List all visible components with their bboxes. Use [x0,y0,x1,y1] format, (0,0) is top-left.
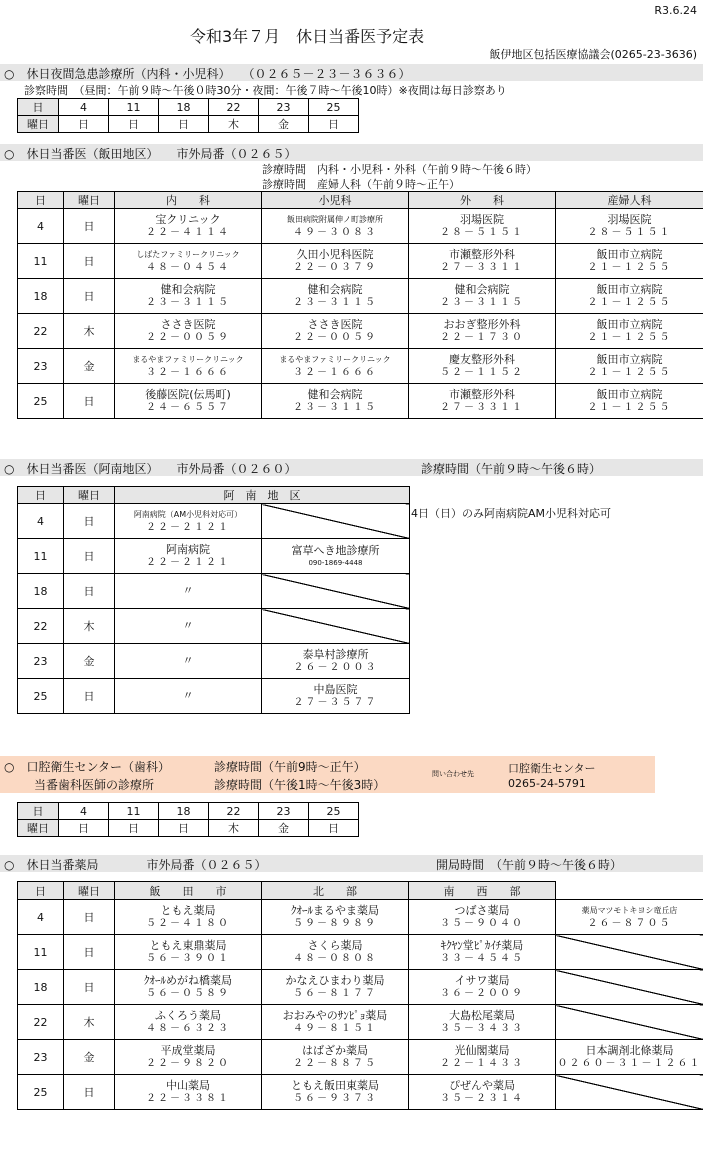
facility-phone: ４８－０４５４ [146,262,230,273]
facility-name: ともえ東鼎薬局 [149,939,227,952]
facility-phone: ５６－９３７３ [293,1093,377,1104]
facility-name: ふくろう薬局 [155,1009,221,1022]
night-day-row [18,99,359,116]
day-cell: 11 [18,935,64,970]
facility-cell [556,244,703,279]
iida-hours-1: 診療時間 内科・小児科・外科（午前９時～午後６時） [262,163,537,176]
empty-cell [262,574,410,609]
facility-name: 市瀬整形外科 [449,388,515,401]
dental-weekday-row [18,820,359,837]
facility-phone: ２２－４１１４ [146,227,230,238]
pharmacy-heading: ○ 休日当番薬局 市外局番（０２６５） [4,858,267,872]
facility-cell [115,679,262,714]
facility-cell [409,314,556,349]
facility-phone: ４８－６３２３ [146,1023,230,1034]
empty-cell [556,935,703,970]
facility-phone: ２２－２１２１ [146,522,230,533]
weekday-cell: 金 [259,820,309,837]
facility-cell [409,279,556,314]
night-table [17,98,359,133]
facility-cell [409,1005,556,1040]
table-row [18,504,410,539]
facility-cell [115,209,262,244]
day-cell: 18 [18,279,64,314]
weekday-cell: 木 [64,609,115,644]
facility-name: 羽場医院 [460,213,504,226]
day-cell: 11 [18,244,64,279]
facility-cell [262,1075,409,1110]
weekday-cell: 金 [64,349,115,384]
column-header: 曜日 [64,192,115,209]
facility-cell [556,279,703,314]
weekday-cell: 日 [109,116,159,133]
facility-name: 〃 [182,584,194,597]
table-row [18,384,703,419]
table-row [18,644,410,679]
facility-name: 飯田市立病院 [596,248,663,261]
facility-cell [115,935,262,970]
weekday-cell: 日 [64,504,115,539]
anan-heading: ○ 休日当番医（阿南地区） 市外局番（０２６０） [4,462,297,476]
facility-name: まるやまファミリークリニック [132,355,244,364]
facility-phone: ５２－４１８０ [146,918,230,929]
facility-cell [115,539,262,574]
facility-name: 平成堂薬局 [160,1044,216,1057]
weekday-header: 曜日 [18,820,59,837]
table-row [18,349,703,384]
weekday-cell: 金 [64,644,115,679]
pharmacy-header-row [18,882,703,900]
facility-name: 慶友整形外科 [449,353,515,366]
facility-name: 光仙閣薬局 [454,1044,510,1057]
facility-name: おおみやのｻﾝﾋﾟｮ薬局 [282,1009,388,1022]
empty-cell [556,970,703,1005]
facility-name: 飯田病院附属伸ノ町診療所 [287,215,383,224]
weekday-cell: 日 [64,209,115,244]
night-weekday-row [18,116,359,133]
dental-table [17,802,359,837]
table-row [18,539,410,574]
date-code: R3.6.24 [654,4,697,17]
facility-name: ささき医院 [307,318,363,331]
facility-phone: ２２－８８７５ [293,1058,377,1069]
day-cell: 22 [18,609,64,644]
night-hours: 診察時間 （昼間：午前９時～午後０時30分・夜間：午後７時～午後10時）※夜間は毎日診察あり [24,84,507,97]
facility-cell [409,935,556,970]
facility-phone: ２２－００５９ [146,332,230,343]
column-header: 南 西 部 [409,882,556,900]
facility-name: はばざか薬局 [302,1044,368,1057]
day-cell: 11 [18,539,64,574]
facility-cell [262,384,409,419]
facility-phone: ３５－３４３３ [440,1023,524,1034]
facility-name: さくら薬局 [307,939,363,952]
weekday-cell: 日 [64,384,115,419]
facility-phone: ２８－５１５１ [440,227,524,238]
facility-phone: ２７－３５７７ [293,697,378,708]
table-row [18,609,410,644]
table-row [18,970,703,1005]
facility-phone: ２１－１２５５ [587,262,672,273]
table-row [18,279,703,314]
day-cell: 22 [209,99,259,116]
facility-cell [409,900,556,935]
facility-name: ともえ薬局 [160,904,216,917]
anan-table [17,486,410,714]
facility-phone: ２２－０３７９ [293,262,377,273]
column-header: 飯 田 市 [115,882,262,900]
facility-cell [556,349,703,384]
column-header: 内 科 [115,192,262,209]
day-cell: 25 [18,384,64,419]
day-cell: 18 [159,803,209,820]
dental-day-row [18,803,359,820]
facility-phone: ５２－１１５２ [440,367,524,378]
facility-phone: ２６－８７０５ [587,918,672,929]
facility-cell [556,1040,703,1075]
weekday-cell: 日 [64,279,115,314]
iida-hours-2: 診療時間 産婦人科（午前９時～正午） [262,178,460,191]
facility-phone: ４９－８１５１ [293,1023,377,1034]
weekday-cell: 日 [309,116,359,133]
facility-name: 〃 [182,619,194,632]
table-row [18,679,410,714]
day-cell: 23 [259,803,309,820]
pharmacy-table [17,881,703,1110]
day-cell: 4 [18,504,64,539]
facility-name: ぴぜんや薬局 [449,1079,515,1092]
facility-cell [556,900,703,935]
facility-phone: ２７－３３１１ [440,262,524,273]
facility-cell [556,384,703,419]
weekday-cell: 日 [159,820,209,837]
facility-name: 富草へき地診療所 [291,544,380,557]
facility-cell [115,279,262,314]
facility-name: 阿南病院（AM小児科対応可） [133,510,243,519]
facility-name: ささき医院 [160,318,216,331]
facility-cell [409,384,556,419]
dental-line1-a: ○ 口腔衛生センター（歯科） [4,760,170,774]
facility-name: イサワ薬局 [454,974,510,987]
facility-name: 薬局マツモトキヨシ竜丘店 [581,906,678,915]
facility-name: おおぎ整形外科 [443,318,521,331]
weekday-cell: 日 [159,116,209,133]
facility-phone: ２３－３１１５ [293,297,377,308]
facility-cell [262,970,409,1005]
iida-table [17,191,703,419]
day-cell: 18 [159,99,209,116]
weekday-cell: 日 [64,935,115,970]
dental-line1-b: 診療時間（午前9時～正午） [214,760,366,774]
day-cell: 23 [259,99,309,116]
weekday-cell: 日 [309,820,359,837]
facility-cell [262,900,409,935]
facility-cell [262,679,410,714]
weekday-cell: 日 [64,574,115,609]
column-header: 北 部 [262,882,409,900]
column-header: 曜日 [64,487,115,504]
anan-header-row [18,487,410,504]
facility-phone: ２２－１７３０ [440,332,524,343]
facility-name: 飯田市立病院 [596,388,663,401]
facility-cell [262,1005,409,1040]
facility-cell [409,1075,556,1110]
facility-name: 阿南病院 [166,543,210,556]
facility-cell [115,1005,262,1040]
column-header: 外 科 [409,192,556,209]
facility-cell [115,609,262,644]
facility-phone: ２１－１２５５ [587,332,672,343]
facility-cell [115,574,262,609]
weekday-cell: 日 [64,1075,115,1110]
empty-cell [556,1005,703,1040]
facility-phone: ５６－８１７７ [293,988,377,999]
facility-name: 市瀬整形外科 [449,248,515,261]
facility-phone: ２４－６５５７ [146,402,230,413]
table-row [18,314,703,349]
facility-phone: ３６－２００９ [440,988,524,999]
facility-phone: ２３－３１１５ [293,402,377,413]
iida-header-row [18,192,703,209]
facility-phone: ２１－１２５５ [587,367,672,378]
facility-name: まるやまファミリークリニック [279,355,391,364]
weekday-header: 曜日 [18,116,59,133]
day-cell: 22 [18,1005,64,1040]
day-cell: 22 [18,314,64,349]
day-cell: 4 [18,209,64,244]
facility-name: かなえひまわり薬局 [285,974,385,987]
anan-hours: 診療時間（午前９時～午後６時） [421,462,602,476]
facility-phone: ２３－３１１５ [440,297,524,308]
table-row [18,574,410,609]
facility-phone: ２６－２００３ [293,662,378,673]
day-cell: 22 [209,803,259,820]
column-header: 阿 南 地 区 [115,487,410,504]
facility-name: 飯田市立病院 [596,353,663,366]
organization: 飯伊地区包括医療協議会(0265-23-3636) [489,48,697,61]
facility-phone: ５６－３９０１ [146,953,230,964]
empty-cell [262,504,410,539]
facility-phone: ２１－１２５５ [587,402,672,413]
weekday-cell: 日 [59,116,109,133]
facility-phone: ２２－９８２０ [146,1058,230,1069]
facility-phone: 090-1869-4448 [308,559,363,567]
page-title: 令和3年７月 休日当番医予定表 [190,27,425,46]
facility-phone: ５６－０５８９ [146,988,230,999]
facility-phone: ０２６０－３１－１２６１ [557,1058,702,1069]
day-cell: 23 [18,349,64,384]
facility-name: 健和会病院 [307,388,363,401]
table-row [18,1075,703,1110]
weekday-cell: 日 [64,900,115,935]
facility-phone: ２１－１２５５ [587,297,672,308]
facility-cell [115,1075,262,1110]
weekday-cell: 木 [209,116,259,133]
day-cell: 4 [18,900,64,935]
day-cell: 23 [18,1040,64,1075]
day-cell: 18 [18,970,64,1005]
day-cell: 25 [309,803,359,820]
facility-phone: ４８－０８０８ [293,953,377,964]
facility-cell [262,314,409,349]
facility-cell [262,279,409,314]
facility-cell [409,244,556,279]
facility-name: 宝クリニック [155,213,221,226]
dental-line2-a: 当番歯科医師の診療所 [34,778,155,792]
column-header: 産婦人科 [556,192,703,209]
facility-phone: ３２－１６６６ [293,367,377,378]
anan-note: 4日（日）のみ阿南病院AM小児科対応可 [411,507,612,520]
facility-phone: ２８－５１５１ [587,227,672,238]
table-row [18,244,703,279]
facility-name: 泰阜村診療所 [302,648,369,661]
day-header: 日 [18,803,59,820]
day-cell: 4 [59,99,109,116]
facility-cell [556,209,703,244]
iida-heading: ○ 休日当番医（飯田地区） 市外局番（０２６５） [4,147,297,161]
column-header: 小児科 [262,192,409,209]
dental-contact-label: 問い合わせ先 [432,770,474,778]
column-header: 日 [18,487,64,504]
weekday-cell: 木 [64,314,115,349]
day-cell: 25 [18,679,64,714]
facility-cell [409,1040,556,1075]
column-header: 日 [18,882,64,900]
facility-name: 中島医院 [313,683,358,696]
facility-phone: ３５－２３１４ [440,1093,524,1104]
facility-cell [115,970,262,1005]
table-row [18,209,703,244]
facility-cell [115,314,262,349]
facility-cell [115,644,262,679]
facility-phone: ２７－３３１１ [440,402,524,413]
facility-name: 久田小児科医院 [296,248,374,261]
facility-cell [262,349,409,384]
table-row [18,935,703,970]
facility-name: 中山薬局 [166,1079,210,1092]
facility-cell [409,349,556,384]
facility-phone: ２２－３３８１ [146,1093,230,1104]
facility-phone: ５９－８９８９ [293,918,377,929]
night-heading: ○ 休日夜間急患診療所（内科・小児科） （０２６５－２３－３６３６） [4,67,411,81]
facility-cell [115,504,262,539]
day-cell: 23 [18,644,64,679]
facility-name: 健和会病院 [454,283,510,296]
facility-phone: ２２－１４３３ [440,1058,524,1069]
facility-name: 健和会病院 [160,283,216,296]
facility-cell [409,970,556,1005]
facility-cell [115,244,262,279]
day-cell: 18 [18,574,64,609]
facility-cell [115,349,262,384]
weekday-cell: 日 [64,244,115,279]
facility-phone: ３５－９０４０ [440,918,524,929]
facility-cell [262,935,409,970]
dental-line2-b: 診療時間（午後1時～午後3時） [214,778,386,792]
column-header: 日 [18,192,64,209]
facility-name: しばたファミリークリニック [136,250,240,259]
weekday-cell: 金 [259,116,309,133]
facility-name: ともえ飯田東薬局 [291,1079,379,1092]
facility-cell [409,209,556,244]
facility-cell [115,1040,262,1075]
empty-cell [556,1075,703,1110]
day-cell: 4 [59,803,109,820]
weekday-cell: 日 [64,679,115,714]
table-row [18,1005,703,1040]
day-cell: 25 [18,1075,64,1110]
facility-cell [262,1040,409,1075]
facility-cell [262,244,409,279]
weekday-cell: 金 [64,1040,115,1075]
weekday-cell: 木 [209,820,259,837]
facility-phone: ４９－３０８３ [293,227,377,238]
facility-name: 飯田市立病院 [596,283,663,296]
dental-contact-name: 口腔衛生センター [508,762,596,775]
facility-name: 〃 [182,689,194,702]
column-header: 曜日 [64,882,115,900]
table-row [18,900,703,935]
weekday-cell: 木 [64,1005,115,1040]
facility-name: つばさ薬局 [454,904,510,917]
facility-name: 羽場医院 [607,213,652,226]
day-cell: 11 [109,803,159,820]
facility-name: ｷｸﾔﾝ堂ﾋﾟｶｲﾁ薬局 [440,939,524,952]
facility-name: 日本調剤北條薬局 [585,1044,674,1057]
facility-name: ｸｵｰﾙめがね橋薬局 [144,974,232,987]
facility-name: 健和会病院 [307,283,363,296]
facility-cell [262,209,409,244]
facility-cell [115,900,262,935]
facility-phone: ２２－００５９ [293,332,377,343]
table-row [18,1040,703,1075]
day-header: 日 [18,99,59,116]
facility-name: 大島松尾薬局 [449,1009,515,1022]
weekday-cell: 日 [59,820,109,837]
facility-phone: ２３－３１１５ [146,297,230,308]
facility-name: 飯田市立病院 [596,318,663,331]
weekday-cell: 日 [64,539,115,574]
facility-cell [115,384,262,419]
facility-phone: ３２－１６６６ [146,367,230,378]
day-cell: 11 [109,99,159,116]
facility-name: 後藤医院(伝馬町) [145,388,231,401]
weekday-cell: 日 [64,970,115,1005]
facility-phone: ３３－４５４５ [440,953,524,964]
pharmacy-hours: 開局時間 （午前９時～午後６時） [436,858,623,872]
facility-phone: ２２－２１２１ [146,557,230,568]
dental-contact-phone: 0265-24-5791 [508,777,586,790]
facility-name: 〃 [182,654,194,667]
facility-cell [262,539,410,574]
facility-name: ｸｵｰﾙまるやま薬局 [291,904,379,917]
facility-cell [262,644,410,679]
day-cell: 25 [309,99,359,116]
weekday-cell: 日 [109,820,159,837]
facility-cell [556,314,703,349]
empty-cell [262,609,410,644]
